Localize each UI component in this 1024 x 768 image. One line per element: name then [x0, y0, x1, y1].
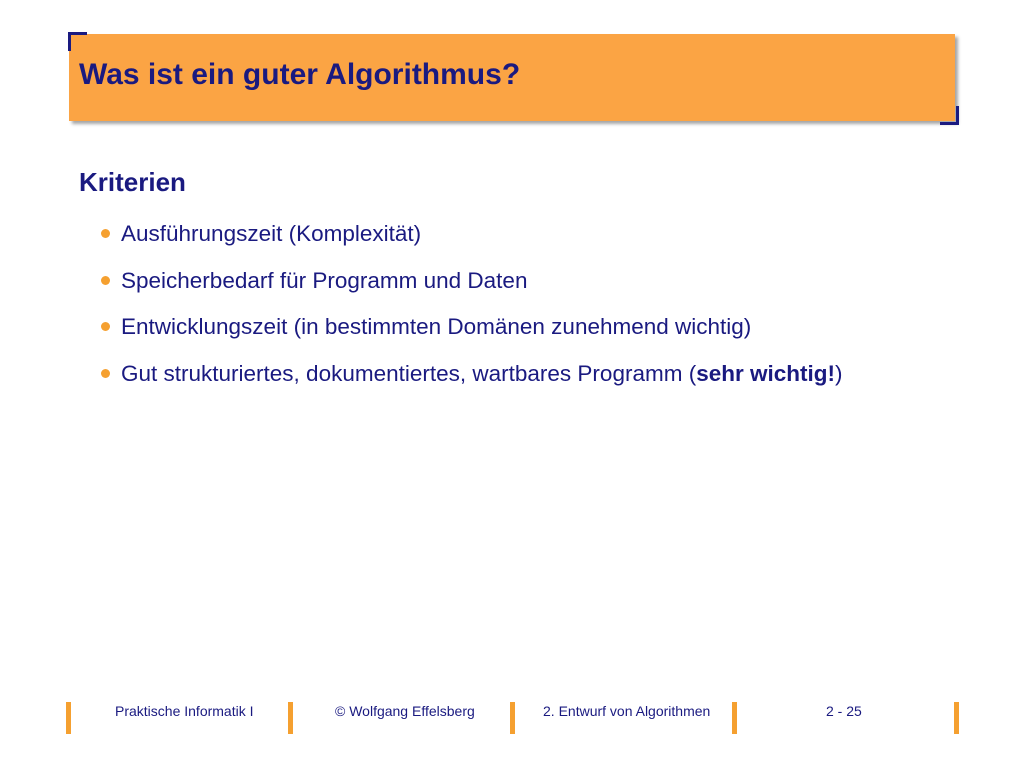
footer-chapter: 2. Entwurf von Algorithmen [543, 703, 711, 719]
footer-page-number: 2 - 25 [826, 703, 862, 719]
list-item [100, 359, 842, 406]
section-heading: Kriterien [79, 167, 186, 197]
footer-divider [510, 702, 515, 734]
bullet-emphasis: sehr wichtig! [696, 360, 835, 386]
list-item [100, 219, 842, 266]
bullet-text: Speicherbedarf für Programm und Daten [121, 267, 528, 293]
bullet-icon [101, 229, 110, 238]
title-corner-top-left [68, 32, 87, 51]
bullet-icon [101, 276, 110, 285]
footer-copyright: © Wolfgang Effelsberg [335, 703, 475, 719]
bullet-text: Gut strukturiertes, dokumentiertes, wartbares Programm ( [121, 360, 697, 386]
bullet-text: Entwicklungszeit (in bestimmten Domänen zunehmend wichtig) [121, 314, 752, 339]
footer-divider [66, 702, 71, 734]
footer-divider [954, 702, 959, 734]
bullet-icon [101, 322, 110, 331]
slide-title: Was ist ein guter Algorithmus? [79, 58, 521, 91]
footer-divider [288, 702, 293, 734]
list-item [100, 266, 842, 313]
footer-course: Praktische Informatik I [115, 703, 254, 719]
footer-divider [732, 702, 737, 734]
title-corner-bottom-right [940, 106, 959, 125]
list-item [100, 312, 842, 359]
bullet-text: Ausführungszeit (Komplexität) [121, 221, 422, 246]
criteria-list [100, 219, 842, 405]
bullet-suffix: ) [834, 360, 843, 386]
bullet-icon [101, 369, 110, 378]
